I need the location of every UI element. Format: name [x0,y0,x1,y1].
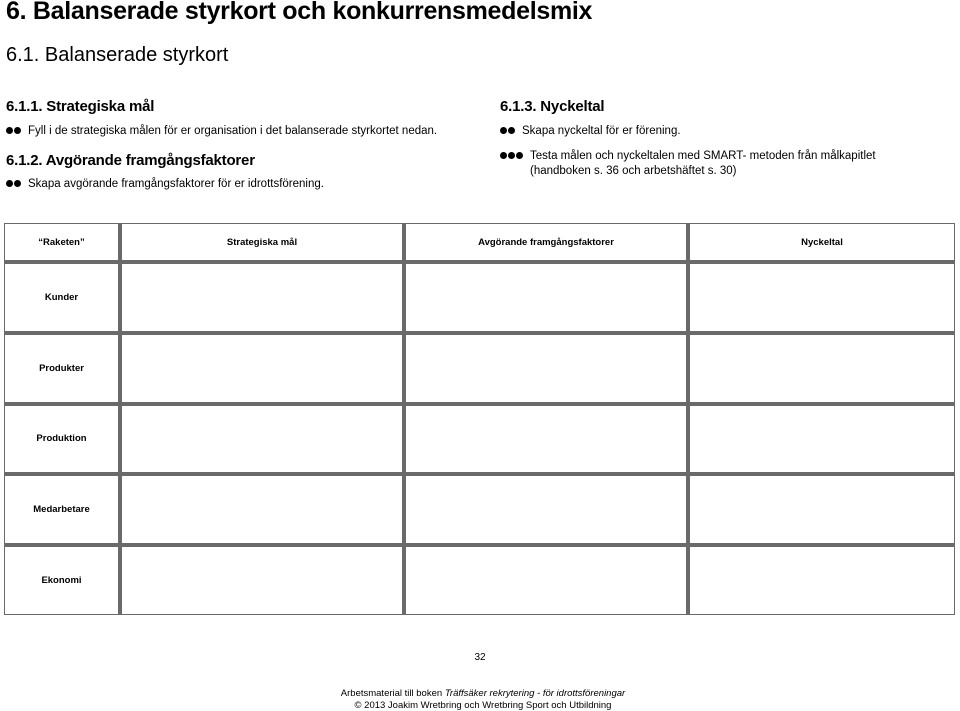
instruction-text: Skapa avgörande framgångsfaktorer för er idrottsförening. [28,178,324,190]
input-cell[interactable] [406,406,686,473]
input-cell[interactable] [406,335,686,402]
bullet-dots-icon [6,124,21,134]
table-header-strategiska-mal: Strategiska mål [122,224,402,260]
bullet-dots-icon [500,149,523,159]
page-title: 6. Balanserade styrkort och konkurrensmedelsmix [6,0,593,25]
footer-credit: Arbetsmaterial till boken Träffsäker rekrytering - för idrottsföreningar [340,688,626,699]
instruction-text: Fyll i de strategiska målen för er organisation i det balanserade styrkortet nedan. [28,125,438,137]
input-cell[interactable] [690,264,954,331]
instruction-nyckeltal-2 [500,149,876,179]
input-cell[interactable] [690,476,954,543]
input-cell[interactable] [122,476,402,543]
instruction-nyckeltal-1 [500,124,681,139]
heading-strategiska-mal: 6.1.1. Strategiska mål [6,98,155,115]
instruction-strategiska [6,124,437,139]
table-header-framgangsfaktorer: Avgörande framgångsfaktorer [406,224,686,260]
input-cell[interactable] [690,547,954,614]
input-cell[interactable] [406,547,686,614]
input-cell[interactable] [122,406,402,473]
row-label-produkter: Produkter [5,335,118,402]
row-label-medarbetare: Medarbetare [5,476,118,543]
input-cell[interactable] [690,335,954,402]
table-header-raketen: “Raketen” [5,224,118,260]
input-cell[interactable] [122,264,402,331]
instruction-text: Testa målen och nyckeltalen med SMART- metoden från målkapitlet (handboken s. 36 och arbetshäftet s. 30) [530,150,876,177]
instruction-framgang [6,177,324,192]
input-cell[interactable] [406,264,686,331]
instruction-text: Skapa nyckeltal för er förening. [522,125,681,137]
row-label-kunder: Kunder [5,264,118,331]
row-label-produktion: Produktion [5,406,118,473]
scorecard-table [4,223,955,615]
heading-avgorande-framgangsfaktorer: 6.1.2. Avgörande framgångsfaktorer [6,152,255,169]
table-header-nyckeltal: Nyckeltal [690,224,954,260]
bullet-dots-icon [500,124,515,134]
row-label-ekonomi: Ekonomi [5,547,118,614]
book-title: Träffsäker rekrytering - för idrottsföreningar [444,688,626,699]
input-cell[interactable] [690,406,954,473]
bullet-dots-icon [6,177,21,187]
heading-nyckeltal: 6.1.3. Nyckeltal [500,98,605,115]
section-subtitle: 6.1. Balanserade styrkort [6,44,229,66]
page-number: 32 [474,652,486,663]
input-cell[interactable] [406,476,686,543]
footer-copyright: © 2013 Joakim Wretbring och Wretbring Sport och Utbildning [354,700,612,711]
input-cell[interactable] [122,547,402,614]
input-cell[interactable] [122,335,402,402]
